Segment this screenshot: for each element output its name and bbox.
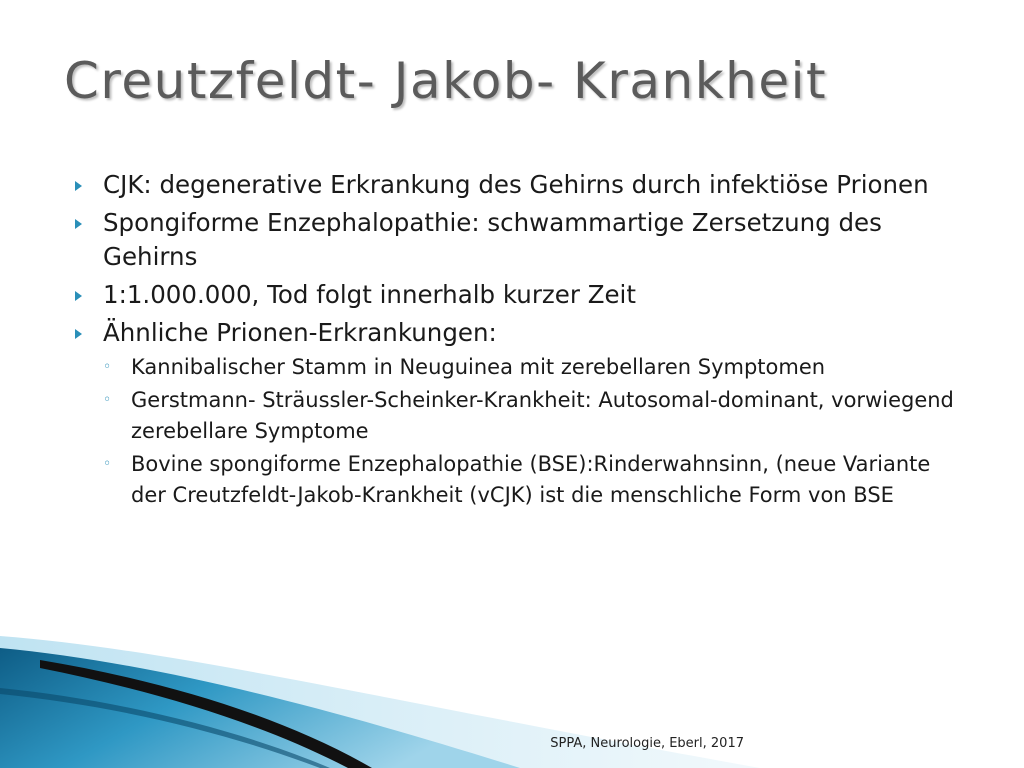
triangle-right-icon <box>75 181 82 191</box>
subbullet-item <box>101 352 968 383</box>
bullet-list <box>70 168 970 511</box>
subbullet-text: Bovine spongiforme Enzephalopathie (BSE):Rinderwahnsinn, (neue Variante der Creutzfeldt-Jakob-Krankheit (vCJK) ist die menschliche Form von BSE <box>131 452 931 507</box>
subbullet-item <box>101 449 968 511</box>
subbullet-text: Kannibalischer Stamm in Neuguinea mit zerebellaren Symptomen <box>131 355 826 379</box>
triangle-right-icon <box>75 219 82 229</box>
hollow-circle-icon: ◦ <box>103 392 112 408</box>
bullet-item <box>70 278 970 312</box>
bullet-text: CJK: degenerative Erkrankung des Gehirns durch infektiöse Prionen <box>103 170 929 199</box>
slide-footer: SPPA, Neurologie, Eberl, 2017 <box>550 736 744 751</box>
triangle-right-icon <box>75 291 82 301</box>
bullet-item <box>70 168 970 202</box>
triangle-right-icon <box>75 329 82 339</box>
subbullet-list <box>103 352 970 511</box>
hollow-circle-icon: ◦ <box>103 359 112 375</box>
subbullet-item <box>101 385 968 447</box>
bullet-item <box>70 316 970 511</box>
hollow-circle-icon: ◦ <box>103 456 112 472</box>
bullet-text: Ähnliche Prionen-Erkrankungen: <box>103 318 497 347</box>
blue-wave <box>0 648 520 768</box>
bullet-text: 1:1.000.000, Tod folgt innerhalb kurzer Zeit <box>103 280 636 309</box>
bullet-text: Spongiforme Enzephalopathie: schwammartige Zersetzung des Gehirns <box>103 208 882 271</box>
slide-content <box>70 168 970 515</box>
slide-title: Creutzfeldt- Jakob- Krankheit <box>64 52 828 110</box>
subbullet-text: Gerstmann- Sträussler-Scheinker-Krankheit: Autosomal-dominant, vorwiegend zerebellare Symptome <box>131 388 954 443</box>
bullet-item <box>70 206 970 274</box>
